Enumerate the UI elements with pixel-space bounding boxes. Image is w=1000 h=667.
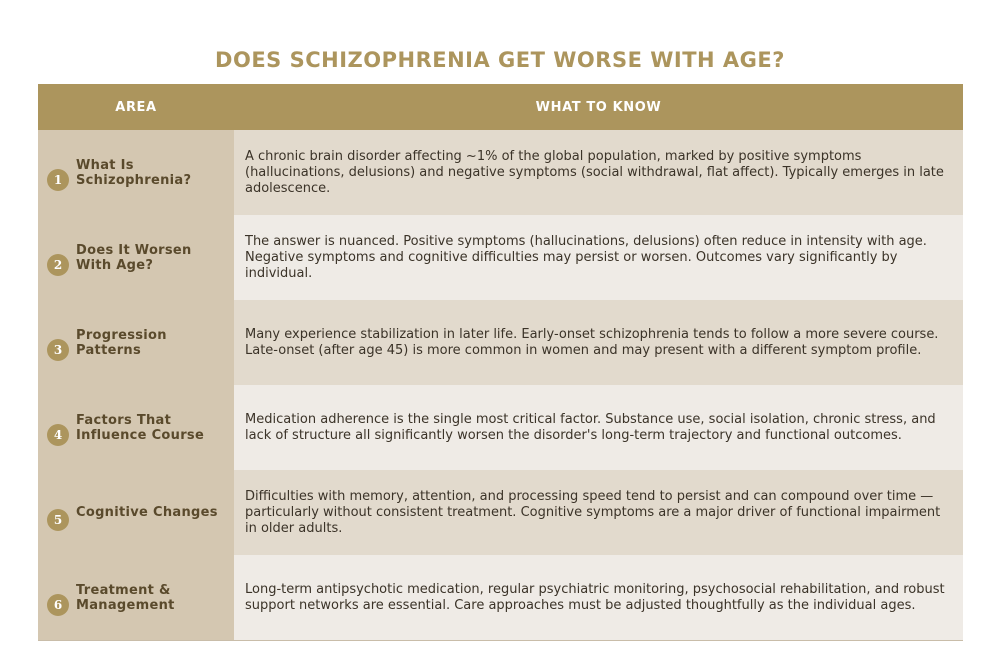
number-badge: 2 (47, 254, 69, 276)
table-header-row (38, 84, 963, 130)
area-cell (38, 300, 234, 385)
table-row (38, 130, 963, 215)
area-label: What Is Schizophrenia? (76, 157, 192, 188)
number-badge: 1 (47, 169, 69, 191)
page-title: DOES SCHIZOPHRENIA GET WORSE WITH AGE? (215, 48, 785, 72)
table-row (38, 555, 963, 640)
what-to-know-cell: Medication adherence is the single most critical factor. Substance use, social isolation, chronic stress, and lack of structure all significantly worsen the disorder's long-term trajectory and functional outcomes. (234, 385, 963, 470)
area-label: Does It Worsen With Age? (76, 242, 192, 273)
number-badge: 6 (47, 594, 69, 616)
area-cell (38, 385, 234, 470)
area-cell (38, 215, 234, 300)
what-to-know-cell: A chronic brain disorder affecting ~1% of the global population, marked by positive symptoms (hallucinations, delusions) and negative symptoms (social withdrawal, flat affect). Typically emerges in late adolescence. (234, 130, 963, 215)
header-area: AREA (115, 99, 157, 115)
info-table (38, 84, 963, 641)
number-badge: 4 (47, 424, 69, 446)
table-row (38, 300, 963, 385)
area-cell (38, 555, 234, 640)
area-cell (38, 130, 234, 215)
area-label: Treatment & Management (76, 582, 175, 613)
header-what-to-know: WHAT TO KNOW (535, 99, 662, 115)
area-label: Cognitive Changes (76, 505, 218, 520)
table-row (38, 470, 963, 555)
area-cell (38, 470, 234, 555)
what-to-know-cell: Many experience stabilization in later life. Early-onset schizophrenia tends to follow a more severe course. Late-onset (after age 45) is more common in women and may present with a different symptom profile. (234, 300, 963, 385)
table-row (38, 215, 963, 300)
table-row (38, 385, 963, 470)
what-to-know-cell: Long-term antipsychotic medication, regular psychiatric monitoring, psychosocial rehabilitation, and robust support networks are essential. Care approaches must be adjusted thoughtfully as the individual ages. (234, 555, 963, 640)
number-badge: 5 (47, 509, 69, 531)
area-label: Factors That Influence Course (76, 412, 205, 443)
what-to-know-cell: Difficulties with memory, attention, and processing speed tend to persist and can compound over time — particularly without consistent treatment. Cognitive symptoms are a major driver of functional impairment in older adults. (234, 470, 963, 555)
number-badge: 3 (47, 339, 69, 361)
what-to-know-cell: The answer is nuanced. Positive symptoms (hallucinations, delusions) often reduce in intensity with age. Negative symptoms and cognitive difficulties may persist or worsen. Outcomes vary significantly by individual. (234, 215, 963, 300)
area-label: Progression Patterns (76, 327, 167, 358)
table-bottom-rule (38, 640, 963, 641)
